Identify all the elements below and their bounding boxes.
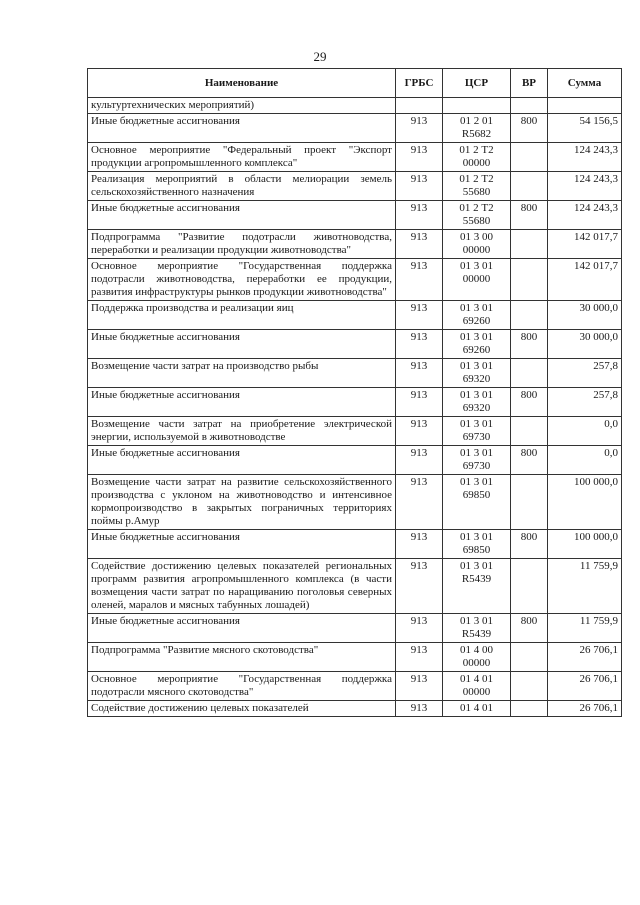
table-row [88, 475, 622, 530]
row-csr: 01 4 00 00000 [443, 643, 511, 672]
row-vr [511, 172, 548, 201]
table-row [88, 359, 622, 388]
row-csr [443, 98, 511, 114]
row-csr: 01 3 01 69260 [443, 301, 511, 330]
table-row [88, 417, 622, 446]
row-vr [511, 259, 548, 301]
row-vr [511, 301, 548, 330]
row-grbs: 913 [396, 172, 443, 201]
row-sum: 0,0 [548, 446, 622, 475]
table-row [88, 672, 622, 701]
row-grbs: 913 [396, 701, 443, 717]
table-row [88, 446, 622, 475]
row-vr: 800 [511, 201, 548, 230]
row-name: Иные бюджетные ассигнования [88, 530, 396, 559]
row-csr: 01 3 01 69320 [443, 388, 511, 417]
row-name: Иные бюджетные ассигнования [88, 388, 396, 417]
row-sum: 142 017,7 [548, 230, 622, 259]
row-csr: 01 3 01 69260 [443, 330, 511, 359]
row-vr: 800 [511, 114, 548, 143]
row-grbs: 913 [396, 446, 443, 475]
row-vr [511, 475, 548, 530]
row-name: Иные бюджетные ассигнования [88, 201, 396, 230]
row-sum: 257,8 [548, 359, 622, 388]
row-name: Поддержка производства и реализации яиц [88, 301, 396, 330]
table-row [88, 701, 622, 717]
row-vr: 800 [511, 614, 548, 643]
row-sum: 30 000,0 [548, 301, 622, 330]
row-grbs: 913 [396, 643, 443, 672]
row-grbs: 913 [396, 330, 443, 359]
row-grbs: 913 [396, 301, 443, 330]
row-csr: 01 3 01 69850 [443, 475, 511, 530]
row-sum: 124 243,3 [548, 143, 622, 172]
row-csr: 01 3 01 R5439 [443, 614, 511, 643]
row-grbs: 913 [396, 614, 443, 643]
row-sum: 124 243,3 [548, 201, 622, 230]
row-grbs: 913 [396, 201, 443, 230]
row-csr: 01 4 01 00000 [443, 672, 511, 701]
row-csr: 01 2 Т2 55680 [443, 201, 511, 230]
row-vr: 800 [511, 530, 548, 559]
table-row [88, 559, 622, 614]
row-vr: 800 [511, 388, 548, 417]
row-grbs: 913 [396, 530, 443, 559]
row-name: Подпрограмма "Развитие подотрасли животноводства, переработки и реализации продукции животноводства" [88, 230, 396, 259]
row-name: Иные бюджетные ассигнования [88, 614, 396, 643]
row-sum: 11 759,9 [548, 559, 622, 614]
row-name: Иные бюджетные ассигнования [88, 114, 396, 143]
row-vr [511, 359, 548, 388]
row-name: Реализация мероприятий в области мелиорации земель сельскохозяйственного назначения [88, 172, 396, 201]
header-grbs: ГРБС [396, 69, 443, 98]
table-row [88, 643, 622, 672]
header-sum: Сумма [548, 69, 622, 98]
table-row [88, 172, 622, 201]
row-sum: 26 706,1 [548, 701, 622, 717]
row-csr: 01 2 01 R5682 [443, 114, 511, 143]
row-name: Содействие достижению целевых показателей [88, 701, 396, 717]
table-row [88, 388, 622, 417]
row-grbs: 913 [396, 114, 443, 143]
row-name: Возмещение части затрат на приобретение электрической энергии, используемой в животноводстве [88, 417, 396, 446]
row-grbs [396, 98, 443, 114]
row-vr: 800 [511, 446, 548, 475]
row-sum: 124 243,3 [548, 172, 622, 201]
row-sum: 0,0 [548, 417, 622, 446]
row-sum: 54 156,5 [548, 114, 622, 143]
table-row [88, 530, 622, 559]
table-row [88, 330, 622, 359]
row-vr [511, 701, 548, 717]
row-grbs: 913 [396, 259, 443, 301]
row-csr: 01 2 Т2 00000 [443, 143, 511, 172]
row-name: Иные бюджетные ассигнования [88, 446, 396, 475]
row-vr [511, 230, 548, 259]
row-vr [511, 643, 548, 672]
row-csr: 01 3 01 69320 [443, 359, 511, 388]
row-name: Основное мероприятие "Государственная поддержка подотрасли мясного скотоводства" [88, 672, 396, 701]
row-sum: 257,8 [548, 388, 622, 417]
row-name: Возмещение части затрат на производство рыбы [88, 359, 396, 388]
table-row [88, 230, 622, 259]
row-grbs: 913 [396, 388, 443, 417]
row-csr: 01 3 01 69730 [443, 446, 511, 475]
row-grbs: 913 [396, 475, 443, 530]
row-vr: 800 [511, 330, 548, 359]
row-name: Иные бюджетные ассигнования [88, 330, 396, 359]
row-vr [511, 559, 548, 614]
row-csr: 01 2 Т2 55680 [443, 172, 511, 201]
row-sum: 100 000,0 [548, 475, 622, 530]
row-sum: 11 759,9 [548, 614, 622, 643]
row-vr [511, 143, 548, 172]
table-row [88, 143, 622, 172]
row-sum: 100 000,0 [548, 530, 622, 559]
row-csr: 01 3 00 00000 [443, 230, 511, 259]
row-sum [548, 98, 622, 114]
row-csr: 01 3 01 69730 [443, 417, 511, 446]
header-csr: ЦСР [443, 69, 511, 98]
row-name: культуртехнических мероприятий) [88, 98, 396, 114]
table-row [88, 201, 622, 230]
row-grbs: 913 [396, 559, 443, 614]
row-name: Основное мероприятие "Федеральный проект "Экспорт продукции агропромышленного комплекса" [88, 143, 396, 172]
row-grbs: 913 [396, 230, 443, 259]
row-grbs: 913 [396, 417, 443, 446]
row-sum: 142 017,7 [548, 259, 622, 301]
row-sum: 30 000,0 [548, 330, 622, 359]
table-row [88, 614, 622, 643]
table-header-row [88, 69, 622, 98]
row-name: Основное мероприятие "Государственная поддержка подотрасли животноводства, переработки ее продукции, развития инфраструктуры рынков продукции животноводства" [88, 259, 396, 301]
row-csr: 01 3 01 00000 [443, 259, 511, 301]
row-sum: 26 706,1 [548, 643, 622, 672]
row-vr [511, 98, 548, 114]
table-row [88, 301, 622, 330]
row-name: Содействие достижению целевых показателей региональных программ развития агропромышленного комплекса (в части возмещения части затрат по наращиванию поголовья северных оленей, маралов и мясных табунных лошадей) [88, 559, 396, 614]
table-row [88, 114, 622, 143]
row-vr [511, 417, 548, 446]
row-grbs: 913 [396, 672, 443, 701]
row-csr: 01 3 01 R5439 [443, 559, 511, 614]
row-name: Подпрограмма "Развитие мясного скотоводства" [88, 643, 396, 672]
header-vr: ВР [511, 69, 548, 98]
budget-table [87, 68, 622, 717]
page-number: 29 [313, 49, 327, 64]
header-name: Наименование [88, 69, 396, 98]
table-row [88, 98, 622, 114]
table-row [88, 259, 622, 301]
row-sum: 26 706,1 [548, 672, 622, 701]
row-name: Возмещение части затрат на развитие сельскохозяйственного производства с уклоном на животноводство и интенсивное кормопроизводство в закрытых пограничных территориях поймы р.Амур [88, 475, 396, 530]
row-vr [511, 672, 548, 701]
row-csr: 01 4 01 [443, 701, 511, 717]
row-grbs: 913 [396, 143, 443, 172]
row-csr: 01 3 01 69850 [443, 530, 511, 559]
row-grbs: 913 [396, 359, 443, 388]
